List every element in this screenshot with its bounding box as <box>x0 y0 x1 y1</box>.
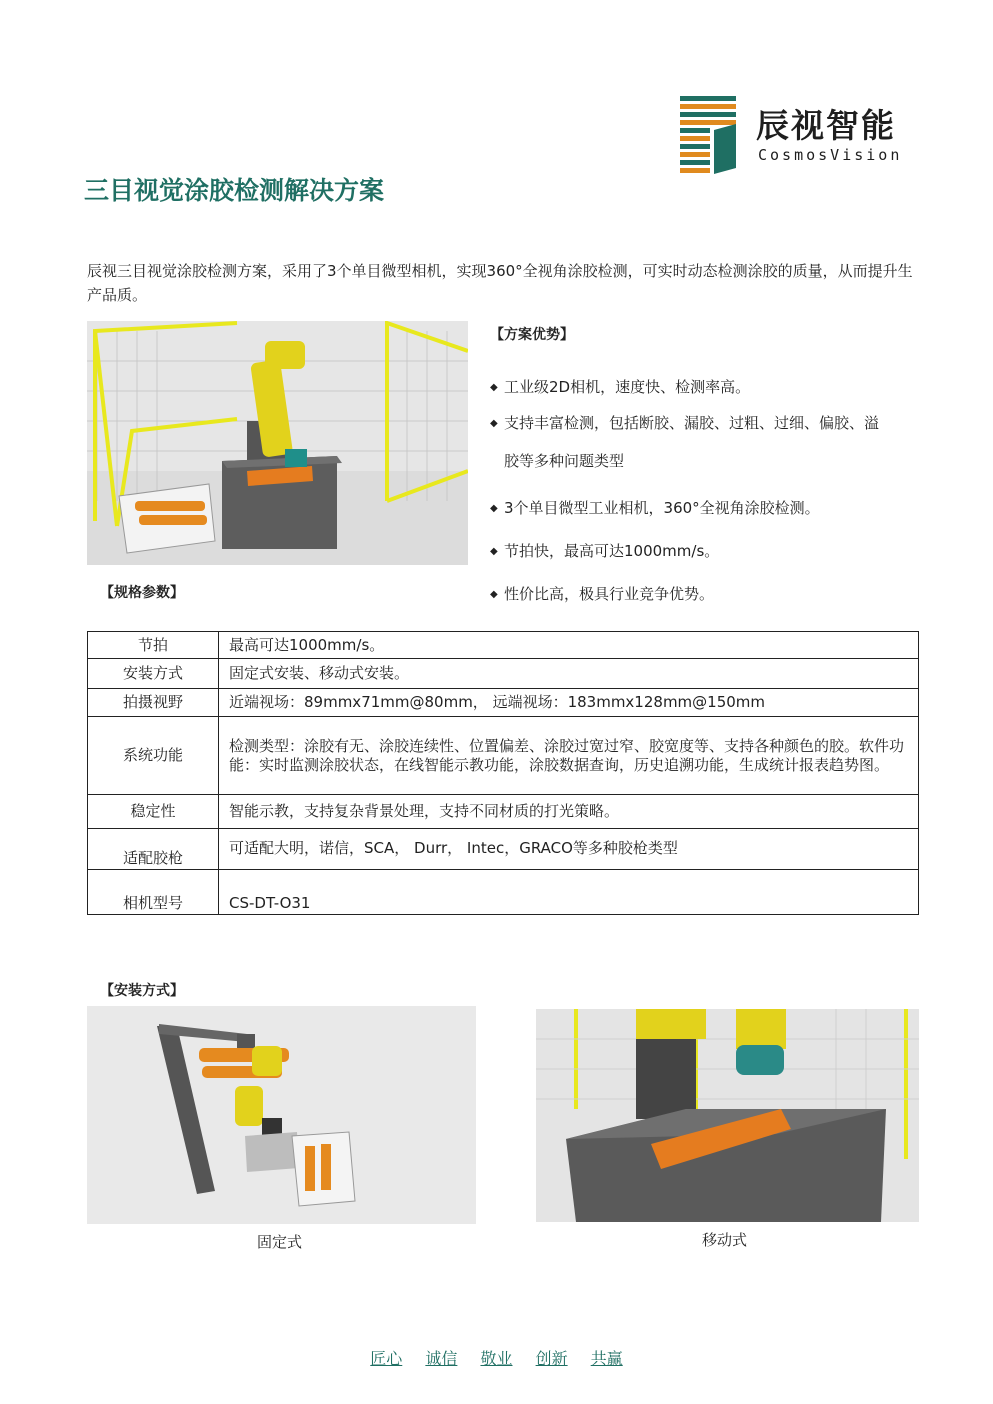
footer-slogan-link[interactable]: 共赢 <box>590 1349 623 1368</box>
advantage-item: ◆ 性价比高，极具行业竞争优势。 <box>490 585 715 603</box>
logo-name-en: CosmosVision <box>758 146 903 164</box>
spec-key: 系统功能 <box>88 717 219 795</box>
advantage-item: ◆ 工业级2D相机，速度快、检测率高。 <box>490 378 751 396</box>
spec-value: 近端视场：89mmx71mm@80mm， 远端视场：183mmx128mm@150mm <box>219 689 919 717</box>
spec-table <box>87 631 919 915</box>
logo-name-cn: 辰视智能 <box>756 106 896 145</box>
bullet-icon: ◆ <box>490 503 498 514</box>
footer-slogan-link[interactable]: 诚信 <box>425 1349 458 1368</box>
spec-value: 最高可达1000mm/s。 <box>219 632 919 659</box>
spec-value: CS-DT-O31 <box>219 870 919 915</box>
spec-key: 安装方式 <box>88 659 219 689</box>
table-row <box>88 659 919 689</box>
specs-heading: 【规格参数】 <box>100 585 184 601</box>
install-heading: 【安装方式】 <box>100 983 184 999</box>
spec-key: 节拍 <box>88 632 219 659</box>
footer-slogan-link[interactable]: 创新 <box>535 1349 568 1368</box>
footer-slogans <box>0 1346 993 1369</box>
spec-value: 固定式安装、移动式安装。 <box>219 659 919 689</box>
spec-key: 拍摄视野 <box>88 689 219 717</box>
advantage-item: ◆ 3个单目微型工业相机，360°全视角涂胶检测。 <box>490 499 820 517</box>
spec-value: 可适配大明，诺信，SCA， Durr， Intec，GRACO等多种胶枪类型 <box>219 829 919 870</box>
advantage-item: ◆ 支持丰富检测，包括断胶、漏胶、过粗、过细、偏胶、溢 <box>490 414 880 432</box>
table-row <box>88 829 919 870</box>
mobile-install-caption: 移动式 <box>702 1231 748 1249</box>
advantage-item: ◆ 节拍快，最高可达1000mm/s。 <box>490 542 720 560</box>
table-row <box>88 632 919 659</box>
intro-paragraph: 辰视三目视觉涂胶检测方案，采用了3个单目微型相机，实现360°全视角涂胶检测，可实时动态检测涂胶的质量，从而提升生产品质。 <box>87 262 913 304</box>
table-row <box>88 870 919 915</box>
robot-cell-image <box>87 321 468 565</box>
spec-value: 检测类型：涂胶有无、涂胶连续性、位置偏差、涂胶过宽过窄、胶宽度等、支持各种颜色的胶。软件功能：实时监测涂胶状态，在线智能示教功能，涂胶数据查询，历史追溯功能，生成统计报表趋势图。 <box>219 717 919 795</box>
bullet-icon: ◆ <box>490 589 498 600</box>
fixed-install-image <box>87 1006 476 1224</box>
bullet-icon: ◆ <box>490 546 498 557</box>
spec-key: 稳定性 <box>88 795 219 829</box>
page-title: 三目视觉涂胶检测解决方案 <box>84 176 385 205</box>
spec-key: 相机型号 <box>88 870 219 915</box>
spec-key: 适配胶枪 <box>88 829 219 870</box>
table-row <box>88 689 919 717</box>
fixed-install-caption: 固定式 <box>257 1233 303 1251</box>
footer-slogan-link[interactable]: 匠心 <box>370 1349 403 1368</box>
advantages-heading: 【方案优势】 <box>490 327 574 343</box>
bullet-icon: ◆ <box>490 418 498 429</box>
table-row <box>88 717 919 795</box>
bullet-icon: ◆ <box>490 382 498 393</box>
table-row <box>88 795 919 829</box>
advantage-item-continued: 胶等多种问题类型 <box>504 452 625 470</box>
mobile-install-image <box>536 1009 919 1222</box>
company-logo <box>676 94 916 178</box>
footer-slogan-link[interactable]: 敬业 <box>480 1349 513 1368</box>
logo-mark-icon <box>676 94 738 176</box>
spec-value: 智能示教，支持复杂背景处理，支持不同材质的打光策略。 <box>219 795 919 829</box>
